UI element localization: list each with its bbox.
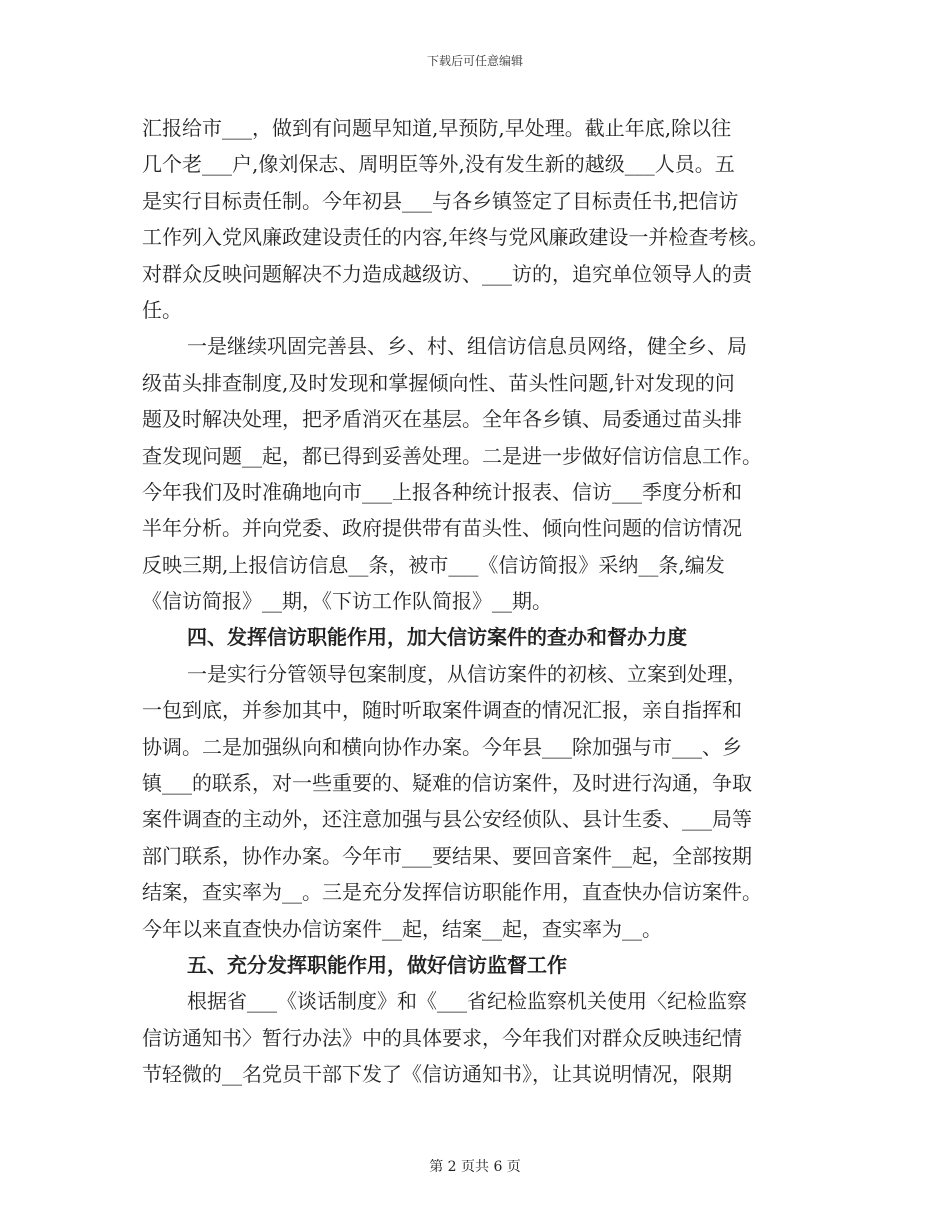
paragraph-line: 今年以来直查快办信访案件__起，结案__起，查实率为__。 <box>142 916 662 941</box>
paragraph-line: 一是实行分管领导包案制度，从信访案件的初核、立案到处理， <box>187 661 747 686</box>
section-heading: 五、充分发挥职能作用，做好信访监督工作 <box>187 952 567 977</box>
paragraph-line: 信访通知书〉暂行办法》中的具体要求，今年我们对群众反映违纪情 <box>142 1025 742 1050</box>
paragraph-line: 一包到底，并参加其中，随时听取案件调查的情况汇报，亲自指挥和 <box>142 698 742 723</box>
paragraph-line: 级苗头排查制度,及时发现和掌握倾向性、苗头性问题,针对发现的问 <box>142 370 735 395</box>
section-heading: 四、发挥信访职能作用，加大信访案件的查办和督办力度 <box>187 625 687 650</box>
paragraph-line: 汇报给市___，做到有问题早知道,早预防,早处理。截止年底,除以往 <box>142 116 732 140</box>
paragraph-line: 查发现问题__起，都已得到妥善处理。二是进一步做好信访信息工作。 <box>142 443 762 468</box>
document-body <box>142 110 810 1093</box>
paragraph-line: 《信访简报》__期，《下访工作队简报》__期。 <box>142 589 552 614</box>
page-header-note: 下载后可任意编辑 <box>426 54 523 68</box>
paragraph-line: 是实行目标责任制。今年初县___与各乡镇签定了目标责任书,把信访 <box>142 188 739 213</box>
paragraph-line: 反映三期,上报信访信息__条，被市___《信访简报》采纳__条,编发 <box>142 552 725 577</box>
paragraph-line: 结案，查实率为__。三是充分发挥信访职能作用，直查快办信访案件。 <box>142 880 762 905</box>
paragraph-line: 任。 <box>142 297 182 322</box>
paragraph-line: 工作列入党风廉政建设责任的内容,年终与党风廉政建设一并检查考核。 <box>142 225 769 250</box>
paragraph-line: 部门联系，协作办案。今年市___要结果、要回音案件__起，全部按期 <box>142 843 752 868</box>
paragraph-line: 案件调查的主动外，还注意加强与县公安经侦队、县计生委、___局等 <box>142 807 752 832</box>
paragraph-line: 对群众反映问题解决不力造成越级访、___访的，追究单位领导人的责 <box>142 261 752 286</box>
paragraph-line: 根据省___《谈话制度》和《___省纪检监察机关使用〈纪检监察 <box>187 989 747 1014</box>
paragraph-line: 协调。二是加强纵向和横向协作办案。今年县___除加强与市___、乡 <box>142 734 742 759</box>
page-footer-number: 第 2 页共 6 页 <box>429 1159 521 1175</box>
paragraph-line: 几个老___户,像刘保志、周明臣等外,没有发生新的越级___人员。五 <box>142 152 735 177</box>
paragraph-line: 今年我们及时准确地向市___上报各种统计报表、信访___季度分析和 <box>142 479 742 504</box>
paragraph-line: 题及时解决处理，把矛盾消灭在基层。全年各乡镇、局委通过苗头排 <box>142 407 742 432</box>
paragraph-line: 镇___的联系，对一些重要的、疑难的信访案件，及时进行沟通，争取 <box>142 771 752 796</box>
paragraph-line: 节轻微的__名党员干部下发了《信访通知书》，让其说明情况，限期 <box>142 1062 732 1087</box>
paragraph-line: 一是继续巩固完善县、乡、村、组信访信息员网络，健全乡、局 <box>187 334 747 359</box>
paragraph-line: 半年分析。并向党委、政府提供带有苗头性、倾向性问题的信访情况 <box>142 516 742 541</box>
